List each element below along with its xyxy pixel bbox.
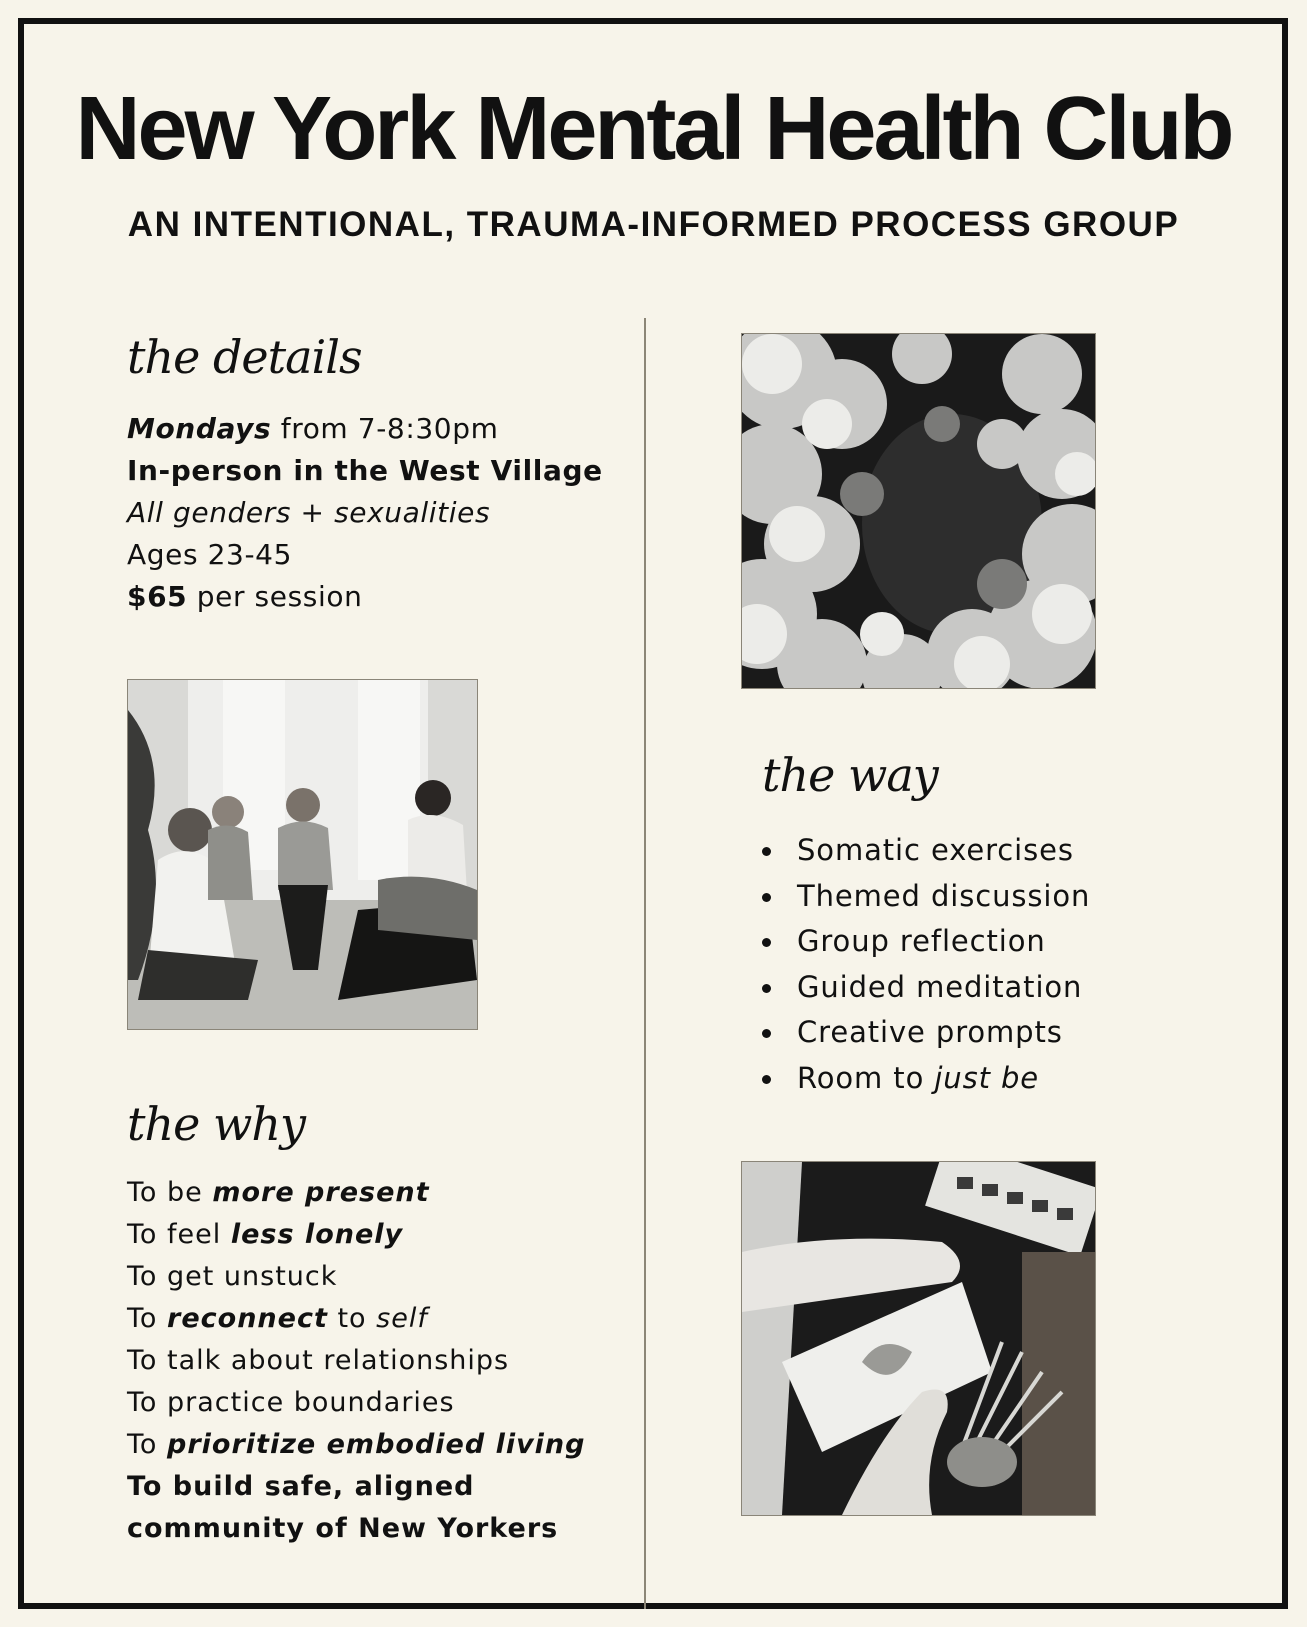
why-text: To feel [127, 1219, 231, 1250]
why-item [127, 1298, 585, 1340]
why-heading: the why [127, 1097, 305, 1151]
details-ages: Ages 23-45 [127, 538, 293, 571]
way-item [762, 965, 1090, 1011]
why-item: To build safe, aligned [127, 1471, 475, 1502]
details-price-amount: $65 [127, 580, 188, 613]
group-therapy-image [128, 680, 477, 1029]
way-item-emphasis: just be [934, 1060, 1040, 1095]
bullet-icon [762, 938, 771, 947]
why-item [127, 1172, 585, 1214]
poster-title: New York Mental Health Club [75, 79, 1232, 179]
column-divider [644, 318, 646, 1609]
why-text: to [327, 1303, 377, 1334]
why-emphasis: reconnect [167, 1303, 328, 1334]
drawing-hands-image [742, 1162, 1095, 1515]
why-item [127, 1214, 585, 1256]
why-text: To be [127, 1177, 213, 1208]
why-item: To get unstuck [127, 1261, 338, 1292]
way-list [762, 828, 1090, 1101]
why-text: To [127, 1429, 168, 1460]
way-item-label: Group reflection [797, 924, 1046, 958]
details-price [127, 576, 603, 618]
why-item [127, 1424, 585, 1466]
why-italic: self [376, 1303, 428, 1334]
way-item [762, 919, 1090, 965]
bullet-icon [762, 1029, 771, 1038]
bullet-icon [762, 893, 771, 902]
why-emphasis: prioritize embodied living [167, 1429, 586, 1460]
way-item-label: Room to [797, 1060, 935, 1095]
way-item-label: Creative prompts [797, 1015, 1063, 1049]
why-item: community of New Yorkers [127, 1513, 559, 1544]
details-location: In-person in the West Village [127, 454, 603, 487]
drawing-hands-photo [741, 1161, 1096, 1516]
way-item-label: Guided meditation [797, 969, 1083, 1004]
way-heading: the way [762, 748, 938, 802]
bullet-icon [762, 847, 771, 856]
clouds-photo [741, 333, 1096, 689]
why-item: To talk about relationships [127, 1345, 510, 1376]
details-day: Mondays [127, 412, 272, 445]
why-item: To practice boundaries [127, 1387, 455, 1418]
way-item [762, 1010, 1090, 1056]
group-therapy-photo [127, 679, 478, 1030]
poster-subtitle: AN INTENTIONAL, TRAUMA-INFORMED PROCESS GROUP [127, 205, 1180, 244]
details-genders: All genders + sexualities [127, 496, 491, 529]
why-emphasis: less lonely [230, 1219, 404, 1250]
way-item-label: Themed discussion [797, 878, 1091, 913]
way-item [762, 1056, 1090, 1102]
way-item [762, 874, 1090, 920]
clouds-image [742, 334, 1095, 688]
way-item [762, 828, 1090, 874]
details-heading: the details [127, 330, 362, 384]
why-emphasis: more present [212, 1177, 430, 1208]
why-text: To [127, 1303, 168, 1334]
details-list [127, 408, 603, 618]
details-time: from 7-8:30pm [271, 412, 499, 445]
details-schedule [127, 408, 603, 450]
details-price-suffix: per session [187, 580, 363, 613]
why-list [127, 1172, 585, 1550]
way-item-label: Somatic exercises [797, 833, 1074, 867]
bullet-icon [762, 984, 771, 993]
bullet-icon [762, 1075, 771, 1084]
